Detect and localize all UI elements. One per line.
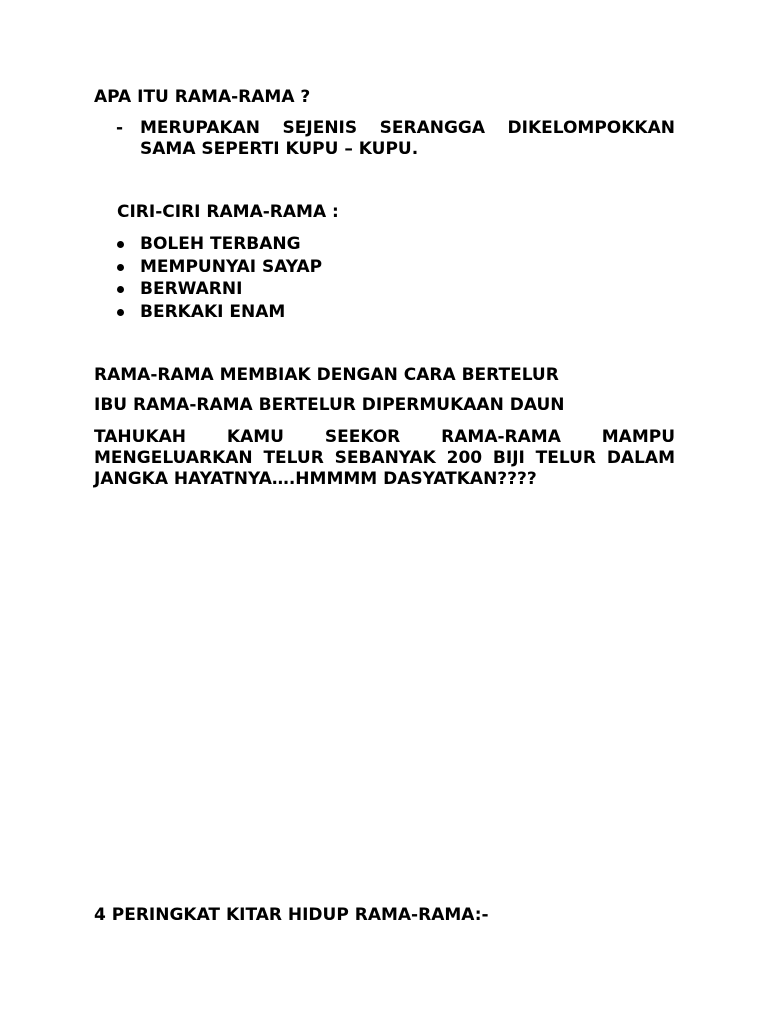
list-item <box>117 256 322 279</box>
definition-text: MERUPAKAN SEJENIS SERANGGA DIKELOMPOKKAN SAMA SEPERTI KUPU – KUPU. <box>140 118 675 159</box>
bullet-icon <box>117 286 124 293</box>
bullet-icon <box>117 241 124 248</box>
feature-label: MEMPUNYAI SAYAP <box>140 256 323 277</box>
list-item <box>117 233 322 256</box>
definition-dash-marker: - <box>116 118 124 138</box>
features-list <box>117 233 322 323</box>
bullet-icon <box>117 309 124 316</box>
bullet-icon <box>117 264 124 271</box>
heading-what-is-butterfly: APA ITU RAMA-RAMA ? <box>94 87 311 107</box>
heading-features: CIRI-CIRI RAMA-RAMA : <box>117 202 339 222</box>
lifecycle-heading: 4 PERINGKAT KITAR HIDUP RAMA-RAMA:- <box>94 905 489 925</box>
feature-label: BERKAKI ENAM <box>140 301 286 322</box>
list-item <box>117 301 322 324</box>
laying-statement: IBU RAMA-RAMA BERTELUR DIPERMUKAAN DAUN <box>94 395 565 415</box>
feature-label: BOLEH TERBANG <box>140 234 301 254</box>
breeding-statement: RAMA-RAMA MEMBIAK DENGAN CARA BERTELUR <box>94 365 559 385</box>
list-item <box>117 278 322 301</box>
egg-fact-paragraph: TAHUKAH KAMU SEEKOR RAMA-RAMA MAMPU MENGELUARKAN TELUR SEBANYAK 200 BIJI TELUR DALAM JANGKA HAYATNYA….HMMMM DASYATKAN???? <box>94 427 675 489</box>
feature-label: BERWARNI <box>140 279 243 299</box>
